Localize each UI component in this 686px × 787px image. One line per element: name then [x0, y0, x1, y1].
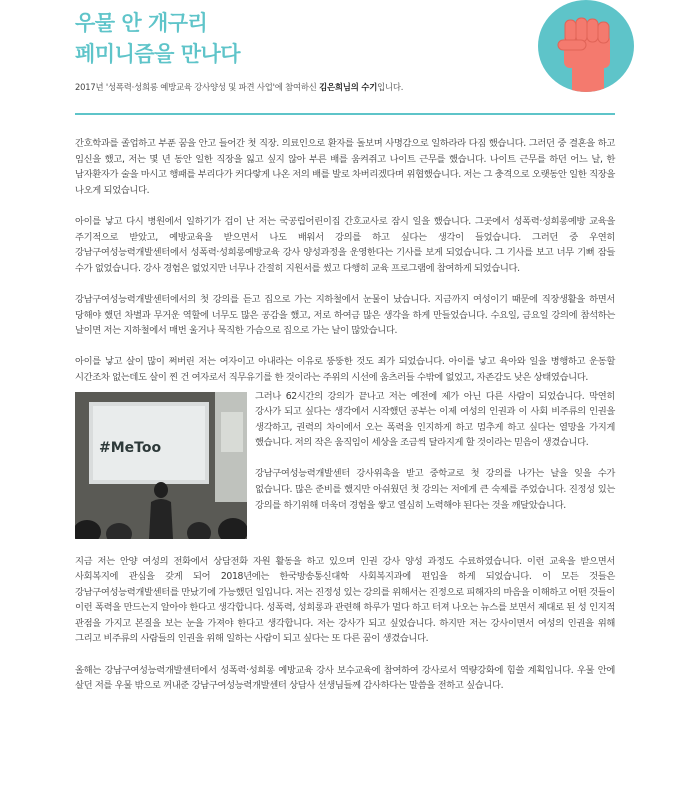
- subtitle-prefix: 2017년 '성폭력·성희롱 예방교육 강사양성 및 파견 사업'에 참여하신: [75, 82, 320, 92]
- page-title: [75, 8, 240, 70]
- lecture-photo: [75, 392, 247, 539]
- screen-text: #MeToo: [99, 439, 162, 456]
- paragraph-4: 아이를 낳고 살이 많이 쩌버린 저는 여자이고 아내라는 이유로 뚱뚱한 것도 죄가 되었습니다. 아이를 낳고 육아와 일을 병행하고 운동할 시간조차 없는데도 살이 찐 건 여자로서 직무유기를 한 것이라는 주위의 시선에 움츠러들 수밖에 없었고, 자존감도 낮은 상태였습니다.: [75, 356, 615, 383]
- raised-fist-icon: [538, 0, 634, 92]
- essay-body: [75, 136, 615, 694]
- header: [0, 0, 686, 118]
- subtitle-suffix: 입니다.: [377, 82, 404, 92]
- photo-row: [75, 389, 615, 554]
- paragraph-3: 강남구여성능력개발센터에서의 첫 강의를 듣고 집으로 가는 지하철에서 눈물이 났습니다. 지금까지 여성이기 때문에 직장생활을 하면서 당해야 했던 차별과 무거운 역할에 너무도 많은 공감을 했고, 저로 하여금 많은 생각을 하게 만들었습니다. 수요일, 금요일 강의에 참석하는 날이면 저는 지하철에서 매번 울거나 묵직한 가슴으로 집으로 가는 날이 많았습니다.: [75, 293, 615, 337]
- title-line-1: 우물 안 개구리: [75, 11, 208, 35]
- paragraph-6: 강남구여성능력개발센터 강사위촉을 받고 중학교로 첫 강의를 나가는 날을 잊을 수가 없습니다. 많은 준비를 했지만 아쉬웠던 첫 강의는 저에게 큰 숙제를 주었습니다. 진정성 있는 강의를 하기위해 더욱더 경험을 쌓고 열심히 노력해야 된다는 것을 깨달았습니다.: [255, 468, 615, 511]
- header-divider: [75, 113, 615, 115]
- paragraph-2: 아이를 낳고 다시 병원에서 일하기가 겁이 난 저는 국공립어린이집 간호교사로 잠시 일을 했습니다. 그곳에서 성폭력·성희롱예방 교육을 주기적으로 받았고, 예방교육을 받으면서 나도 배워서 강의를 하고 싶다는 생각이 들었습니다. 그러던 중 우연히 강남구여성능력개발센터에서 성폭력·성희롱예방교육 강사 양성과정을 운영한다는 기사를 보게 되었습니다. 그 기사를 보고 너무 기뻐 잠들 수가 없었습니다. 강사 경험은 없었지만 너무나 간절히 지원서를 썼고 다행히 교육 프로그램에 참여하게 되었습니다.: [75, 215, 615, 274]
- author-name: 김은희님의 수기: [319, 82, 378, 92]
- paragraph-8: 올해는 강남구여성능력개발센터에서 성폭력·성희롱 예방교육 강사 보수교육에 참여하여 강사로서 역량강화에 힘쓸 계획입니다. 우물 안에 살던 저를 우물 밖으로 꺼내준 강남구여성능력개발센터 상담사 선생님들께 감사하다는 말씀을 전하고 싶습니다.: [75, 664, 615, 692]
- photo-side-text: [255, 389, 615, 514]
- subtitle: [75, 80, 403, 96]
- paragraph-7: 지금 저는 안양 여성의 전화에서 상담전화 자원 활동을 하고 있으며 인권 강사 양성 과정도 수료하였습니다. 이런 교육을 받으면서 사회복지에 관심을 갖게 되어 2018년에는 한국방송통신대학 사회복지과에 편입을 하게 되었습니다. 이 모든 것들은 강남구여성능력개발센터를 만났기에 가능했던 일입니다. 저는 진정성 있는 강의를 위해서는 진정으로 피해자의 마음을 이해하고 어떤 것들이 이런 폭력을 만드는지 알아야 한다고 생각합니다. 성폭력, 성희롱과 관련해 하루가 멀다 하고 터져 나오는 뉴스를 보면서 제대로 된 성 인지적 관점을 가지고 본질을 보는 눈을 가져야 한다고 생각합니다. 저는 강사가 되고 싶었습니다. 하지만 저는 강사이면서 여성의 인권을 위해 그리고 비주류의 사람들의 인권을 위해 일하는 사람이 되고 싶다는 또 다른 꿈이 생겼습니다.: [75, 555, 615, 645]
- paragraph-5: 그러나 62시간의 강의가 끝나고 저는 예전에 제가 아닌 다른 사람이 되었습니다. 막연히 강사가 되고 싶다는 생각에서 시작했던 공부는 이제 여성의 인권과 이 사회 비주류의 인권을 생각하고, 권력의 차이에서 오는 폭력을 인지하게 하고 멈추게 하고 싶다는 열망을 가지게 했습니다. 저의 작은 움직임이 세상을 조금씩 달라지게 할 것이라는 믿음이 생겼습니다.: [255, 390, 615, 449]
- paragraph-1: 간호학과를 졸업하고 부푼 꿈을 안고 들어간 첫 직장. 의료인으로 환자를 돌보며 사명감으로 일하라라 다짐 했습니다. 그러던 중 결혼을 하고 임신을 했고, 저는 몇 년 동안 일한 직장을 잃고 싶지 않아 부른 배를 움켜쥐고 나이트 근무를 했습니다. 나이트 근무를 하던 어느 날, 한 남자환자가 술을 마시고 행패를 부리다가 커다랗게 나온 저의 배를 발로 차버리겠다며 위협했습니다. 저는 그 충격으로 오랫동안 일한 직장을 나오게 되었습니다.: [75, 138, 615, 196]
- title-line-2: 페미니즘을 만나다: [75, 42, 241, 66]
